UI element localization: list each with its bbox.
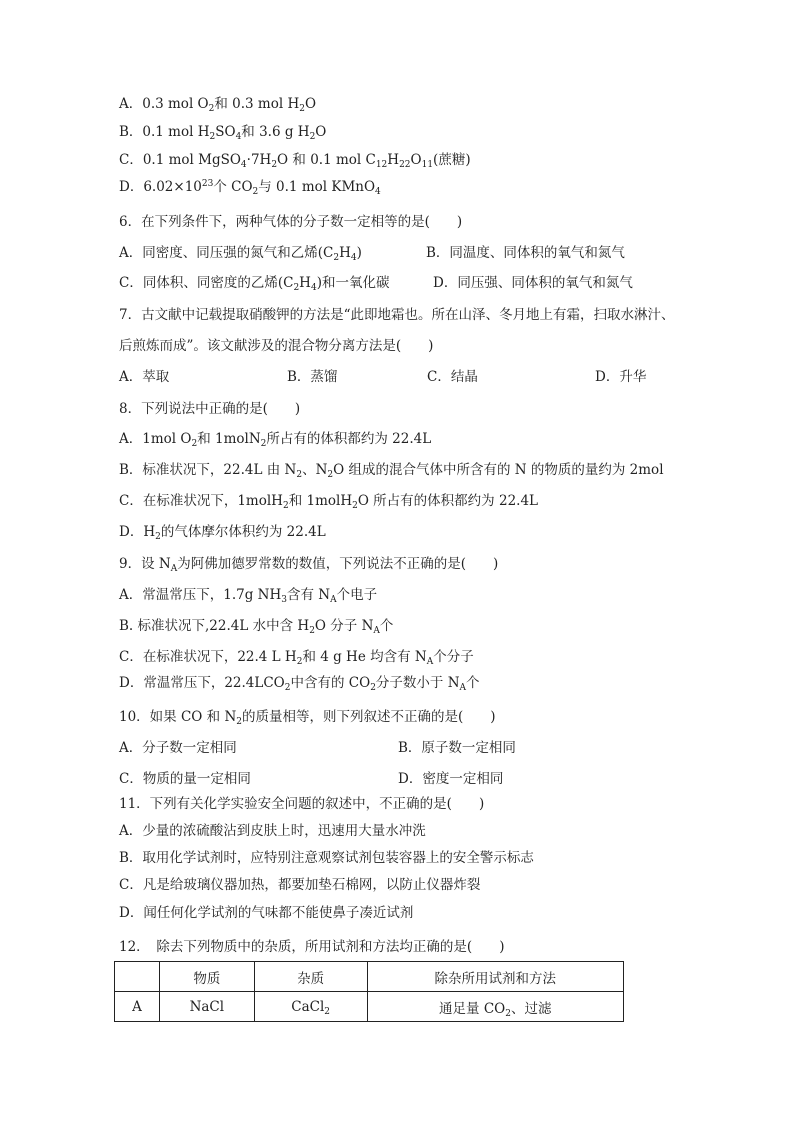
q8-option-d: D．$H_2$的气体摩尔体积约为 22.4L	[119, 524, 326, 542]
q10-stem: 10．如果 CO 和 $N_2$的质量相等，则下列叙述不正确的是( )	[119, 709, 496, 727]
q6-option-d: D．同压强、同体积的氧气和氮气	[433, 275, 633, 291]
q8-stem: 8．下列说法中正确的是( )	[119, 401, 301, 417]
q10-option-a: A．分子数一定相同	[119, 740, 237, 756]
table-header-cell	[115, 962, 160, 992]
row-label: A	[115, 992, 160, 1022]
q11-option-b: B．取用化学试剂时，应特别注意观察试剂包装容器上的安全警示标志	[119, 850, 534, 866]
q5-option-d: D．$6.02\times 10^{23}$个 $CO_2$与 0.1 mol KMnO$_4$	[119, 179, 381, 197]
q9-option-a: A．常温常压下，1.7g $NH_3$含有 $N_A$个电子	[119, 587, 378, 605]
q8-option-b: B．标准状况下，22.4L 由 $N_2$、$N_2O$ 组成的混合气体中所含有的 N 的物质的量约为 2mol	[119, 462, 664, 480]
table-row	[115, 992, 624, 1022]
table-header-cell: 物质	[159, 962, 254, 992]
impurity-cell: CaCl$_2$	[254, 992, 367, 1022]
q8-option-c: C．在标准状况下，1molH$_2$和 1molH$_2$O 所占有的体积都约为 22.4L	[119, 493, 539, 511]
q7-option-a: A．萃取	[119, 369, 170, 385]
q7-option-b: B．蒸馏	[287, 369, 338, 385]
q10-option-b: B．原子数一定相同	[398, 740, 516, 756]
q10-option-c: C．物质的量一定相同	[119, 771, 251, 787]
q6-stem: 6．在下列条件下，两种气体的分子数一定相等的是( )	[119, 214, 463, 230]
q7-option-c: C．结晶	[427, 369, 478, 385]
table-header-cell: 除杂所用试剂和方法	[367, 962, 623, 992]
q9-stem: 9．设 $N_A$为阿佛加德罗常数的数值，下列说法不正确的是( )	[119, 556, 499, 574]
q11-option-c: C．凡是给玻璃仪器加热，都要加垫石棉网，以防止仪器炸裂	[119, 877, 481, 893]
q5-option-c: C．0.1 mol $MgSO_4\cdot 7H_2O$ 和 0.1 mol $C_{12}H_{22}O_{11}$(蔗糖)	[119, 152, 471, 170]
q6-option-b: B．同温度、同体积的氧气和氮气	[426, 245, 625, 261]
q9-option-c: C．在标准状况下，22.4 L $H_2$和 4 g He 均含有 $N_A$个分子	[119, 649, 474, 667]
q7-option-d: D．升华	[595, 369, 647, 385]
q6-option-a: A．同密度、同压强的氮气和乙烯$(C_2H_4)$	[119, 245, 362, 263]
table-header-cell: 杂质	[254, 962, 367, 992]
q11-option-a: A．少量的浓硫酸沾到皮肤上时，迅速用大量水冲洗	[119, 823, 426, 839]
q12-stem: 12． 除去下列物质中的杂质，所用试剂和方法均正确的是( )	[119, 939, 505, 955]
method-cell: 通足量 $CO_2$、过滤	[367, 992, 623, 1022]
q11-stem: 11．下列有关化学实验安全问题的叙述中，不正确的是( )	[119, 796, 485, 812]
q10-option-d: D．密度一定相同	[398, 771, 504, 787]
q6-option-c: C．同体积、同密度的乙烯$(C_2H_4)$和一氧化碳	[119, 275, 390, 293]
substance-cell: NaCl	[159, 992, 254, 1022]
table-header-row	[115, 962, 624, 992]
q7-stem-line-2: 后煎炼而成”。该文献涉及的混合物分离方法是( )	[119, 338, 434, 354]
q12-table	[114, 961, 624, 1022]
q11-option-d: D．闻任何化学试剂的气味都不能使鼻子凑近试剂	[119, 905, 414, 921]
q9-option-d: D．常温常压下，$22.4LCO_2$中含有的 $CO_2$分子数小于 $N_A$个	[119, 675, 480, 693]
q9-option-b: B. 标准状况下,22.4L 水中含 $H_2O$ 分子 $N_A$个	[119, 618, 394, 636]
q8-option-a: A．1mol $O_2$和 1molN$_2$所占有的体积都约为 22.4L	[119, 431, 432, 449]
q5-option-b: B．0.1 mol $H_2SO_4$和 3.6 g $H_2O$	[119, 124, 327, 142]
q7-stem-line-1: 7．古文献中记载提取硝酸钾的方法是“此即地霜也。所在山泽、冬月地上有霜，扫取水淋汁、	[119, 307, 675, 323]
q5-option-a: A．0.3 mol $O_2$和 0.3 mol $H_2O$	[119, 96, 317, 114]
